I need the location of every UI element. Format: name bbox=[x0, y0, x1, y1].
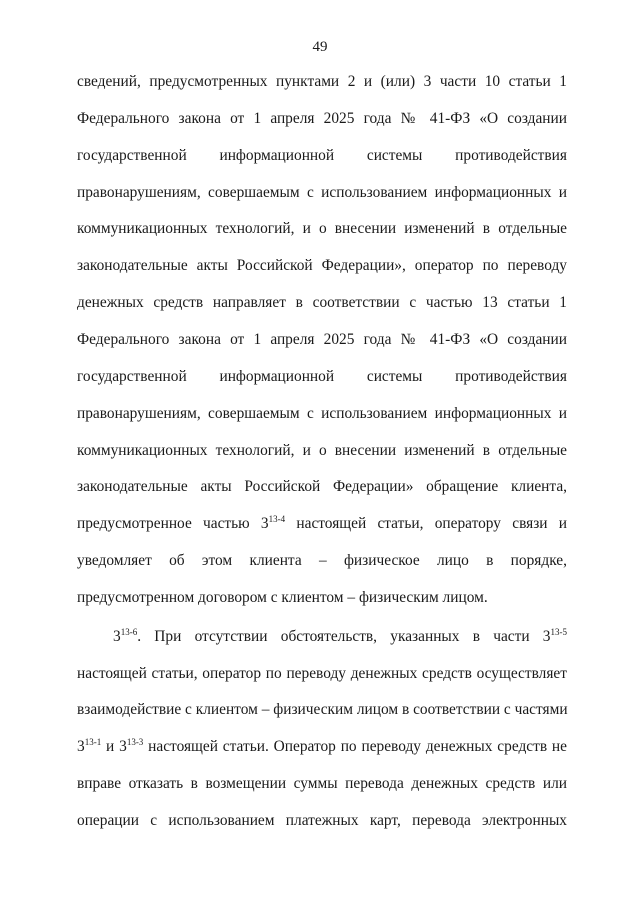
text-segment: 3 bbox=[113, 628, 121, 645]
text-segment: 3 bbox=[77, 738, 85, 755]
text-line-5: коммуникационных технологий, и о внесении изменений в отдельные bbox=[77, 220, 567, 237]
text-line-4: правонарушениям, совершаемым с использованием информационных и bbox=[77, 184, 567, 201]
superscript-index: 13-5 bbox=[550, 627, 567, 637]
text-line-6: законодательные акты Российской Федерации», оператор по переводу bbox=[77, 257, 567, 274]
text-line-8: Федерального закона от 1 апреля 2025 года № 41-ФЗ «О создании bbox=[77, 331, 567, 348]
text-line-3: государственной информационной системы противодействия bbox=[77, 147, 567, 164]
text-segment: и 3 bbox=[101, 738, 127, 755]
superscript-index: 13-1 bbox=[84, 737, 102, 747]
text-line-10: правонарушениям, совершаемым с использованием информационных и bbox=[77, 405, 567, 422]
superscript-index: 13-3 bbox=[126, 737, 144, 747]
text-line-14: уведомляет об этом клиента – физическое лицо в порядке, bbox=[77, 552, 567, 569]
text-segment: настоящей статьи. Оператор по переводу денежных средств не bbox=[143, 738, 567, 755]
text-line-20: вправе отказать в возмещении суммы перевода денежных средств или bbox=[77, 775, 567, 792]
text-segment: предусмотренное частью 3 bbox=[77, 515, 269, 532]
superscript-index: 13-6 bbox=[120, 627, 138, 637]
text-line-12: законодательные акты Российской Федерации» обращение клиента, bbox=[77, 478, 567, 495]
text-line-17: настоящей статьи, оператор по переводу денежных средств осуществляет bbox=[77, 665, 567, 682]
text-line-15: предусмотренном договором с клиентом – физическим лицом. bbox=[77, 589, 488, 606]
text-line-19 bbox=[77, 737, 567, 757]
superscript-index: 13-4 bbox=[268, 514, 286, 524]
text-line-2: Федерального закона от 1 апреля 2025 года № 41-ФЗ «О создании bbox=[77, 110, 567, 127]
text-line-1: сведений, предусмотренных пунктами 2 и (или) 3 части 10 статьи 1 bbox=[77, 73, 567, 90]
text-segment: . При отсутствии обстоятельств, указанных в части 3 bbox=[137, 628, 551, 645]
text-line-13 bbox=[77, 514, 567, 534]
text-line-9: государственной информационной системы противодействия bbox=[77, 368, 567, 385]
text-line-7: денежных средств направляет в соответствии с частью 13 статьи 1 bbox=[77, 294, 567, 311]
text-line-18: взаимодействие с клиентом – физическим лицом в соответствии с частями bbox=[77, 701, 568, 718]
page-number: 49 bbox=[312, 39, 328, 55]
text-line-16 bbox=[113, 627, 567, 647]
text-line-11: коммуникационных технологий, и о внесении изменений в отдельные bbox=[77, 442, 567, 459]
text-line-21: операции с использованием платежных карт, перевода электронных bbox=[77, 812, 567, 829]
text-segment: настоящей статьи, оператору связи и bbox=[285, 515, 568, 532]
